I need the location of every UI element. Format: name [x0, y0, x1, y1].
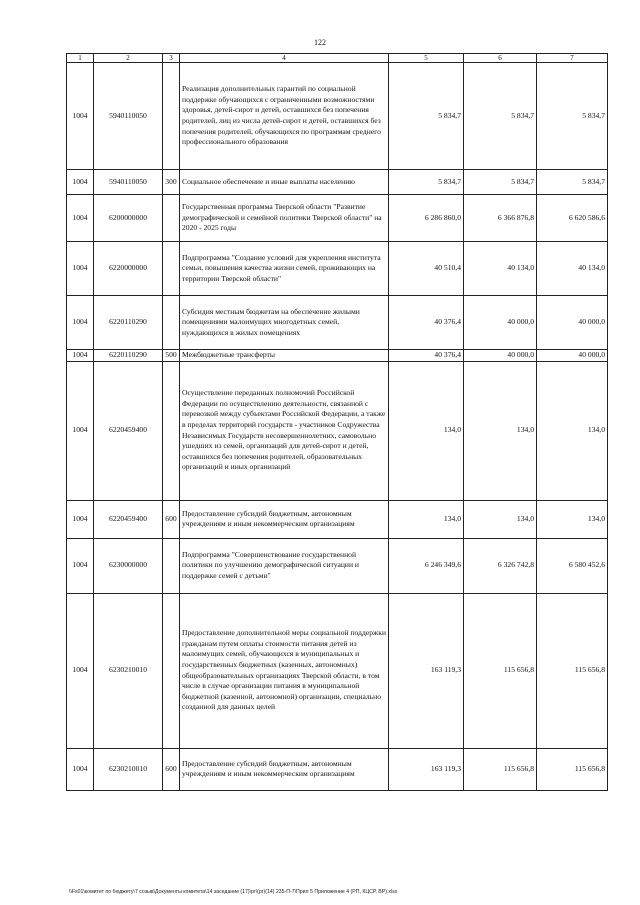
target-article-cell: 5940110050 [94, 63, 163, 170]
target-article-cell: 6220000000 [94, 242, 163, 296]
amount-cell-col5: 6 286 860,0 [389, 195, 464, 242]
amount-cell-col5: 134,0 [389, 500, 464, 538]
table-row [67, 242, 608, 296]
target-article-cell: 6230210010 [94, 593, 163, 748]
amount-cell-col6: 40 000,0 [464, 350, 537, 362]
amount-cell-col7: 115 656,8 [537, 593, 608, 748]
amount-cell-col7: 6 580 452,6 [537, 538, 608, 593]
target-article-cell: 6200000000 [94, 195, 163, 242]
description-cell: Подпрограмма "Совершенствование государственной политики по улучшению демографической ситуации и поддержке семей с детьми" [180, 538, 389, 593]
section-code-cell: 1004 [67, 195, 94, 242]
amount-cell-col7: 5 834,7 [537, 63, 608, 170]
page-number: 122 [314, 38, 326, 47]
header-cell: 2 [94, 54, 163, 63]
amount-cell-col5: 5 834,7 [389, 63, 464, 170]
expense-type-cell: 600 [163, 748, 180, 790]
amount-cell-col5: 6 246 349,6 [389, 538, 464, 593]
table-row [67, 296, 608, 350]
description-cell: Осуществление переданных полномочий Российской Федерации по осуществлению деятельности, связанной с перевозкой между субъектами Российской Федерации, а также в пределах территорий государств - участников Содружества Независимых Государств несовершеннолетних, самовольно ушедших из семей, организаций для детей-сирот и детей, оставшихся без попечения родителей, образовательных организаций и иных организаций [180, 361, 389, 500]
amount-cell-col7: 40 000,0 [537, 296, 608, 350]
expense-type-cell: 600 [163, 500, 180, 538]
header-cell: 5 [389, 54, 464, 63]
header-cell: 1 [67, 54, 94, 63]
section-code-cell: 1004 [67, 242, 94, 296]
section-code-cell: 1004 [67, 593, 94, 748]
expense-type-cell [163, 361, 180, 500]
budget-table [66, 53, 608, 791]
section-code-cell: 1004 [67, 296, 94, 350]
expense-type-cell: 500 [163, 350, 180, 362]
amount-cell-col7: 40 000,0 [537, 350, 608, 362]
section-code-cell: 1004 [67, 63, 94, 170]
amount-cell-col5: 40 510,4 [389, 242, 464, 296]
section-code-cell: 1004 [67, 170, 94, 195]
amount-cell-col6: 5 834,7 [464, 63, 537, 170]
amount-cell-col6: 6 366 876,8 [464, 195, 537, 242]
target-article-cell: 6220110290 [94, 296, 163, 350]
description-cell: Предоставление дополнительной меры социальной поддержки гражданам путем оплаты стоимости питания детей из малоимущих семей, обучающихся в муниципальных и государственных бюджетных (казенных, автономных) общеобразовательных организациях Тверской области, в том числе в случае организации питания в муниципальной бюджетной (казенной, автономной) организации, специально созданной для данных целей [180, 593, 389, 748]
table-row [67, 170, 608, 195]
expense-type-cell: 300 [163, 170, 180, 195]
expense-type-cell [163, 242, 180, 296]
section-code-cell: 1004 [67, 538, 94, 593]
amount-cell-col5: 40 376,4 [389, 296, 464, 350]
amount-cell-col5: 134,0 [389, 361, 464, 500]
amount-cell-col5: 163 119,3 [389, 748, 464, 790]
target-article-cell: 6220459400 [94, 361, 163, 500]
section-code-cell: 1004 [67, 350, 94, 362]
table-row [67, 593, 608, 748]
header-cell: 7 [537, 54, 608, 63]
target-article-cell: 6220459400 [94, 500, 163, 538]
description-cell: Предоставление субсидий бюджетным, автономным учреждениям и иным некоммерческим организациям [180, 748, 389, 790]
table-row [67, 350, 608, 362]
expense-type-cell [163, 63, 180, 170]
amount-cell-col7: 134,0 [537, 361, 608, 500]
header-cell: 3 [163, 54, 180, 63]
expense-type-cell [163, 593, 180, 748]
section-code-cell: 1004 [67, 361, 94, 500]
header-cell: 6 [464, 54, 537, 63]
amount-cell-col7: 115 656,8 [537, 748, 608, 790]
table-row [67, 63, 608, 170]
amount-cell-col6: 40 000,0 [464, 296, 537, 350]
amount-cell-col6: 134,0 [464, 500, 537, 538]
description-cell: Межбюджетные трансферты [180, 350, 389, 362]
target-article-cell: 6230000000 [94, 538, 163, 593]
amount-cell-col7: 40 134,0 [537, 242, 608, 296]
table-row [67, 361, 608, 500]
amount-cell-col6: 115 656,8 [464, 593, 537, 748]
header-cell: 4 [180, 54, 389, 63]
target-article-cell: 6220110290 [94, 350, 163, 362]
amount-cell-col7: 134,0 [537, 500, 608, 538]
description-cell: Социальное обеспечение и иные выплаты населению [180, 170, 389, 195]
table-row [67, 500, 608, 538]
amount-cell-col6: 115 656,8 [464, 748, 537, 790]
section-code-cell: 1004 [67, 748, 94, 790]
amount-cell-col5: 40 376,4 [389, 350, 464, 362]
table-row [67, 195, 608, 242]
description-cell: Подпрограмма "Создание условий для укрепления института семьи, повышения качества жизни семей, проживающих на территории Тверской области" [180, 242, 389, 296]
description-cell: Субсидия местным бюджетам на обеспечение жилыми помещениями малоимущих многодетных семей, нуждающихся в жилых помещениях [180, 296, 389, 350]
amount-cell-col6: 6 326 742,8 [464, 538, 537, 593]
target-article-cell: 5940110050 [94, 170, 163, 195]
amount-cell-col6: 134,0 [464, 361, 537, 500]
amount-cell-col5: 163 119,3 [389, 593, 464, 748]
expense-type-cell [163, 195, 180, 242]
amount-cell-col7: 6 620 586,6 [537, 195, 608, 242]
description-cell: Предоставление субсидий бюджетным, автономным учреждениям и иным некоммерческим организациям [180, 500, 389, 538]
amount-cell-col7: 5 834,7 [537, 170, 608, 195]
amount-cell-col5: 5 834,7 [389, 170, 464, 195]
expense-type-cell [163, 296, 180, 350]
file-path-footer: \\Fs01\комитет по бюджету\7 созыв\Документы комитета\14 заседание (17)\pr\(pr)(14) 235-П-7\Прил 5 Приложение 4 (РП, КЦСР, ВР).xlsx [69, 889, 398, 895]
description-cell: Реализация дополнительных гарантий по социальной поддержке обучающихся с ограниченными возможностями здоровья, детей-сирот и детей, оставшихся без попечения родителей, лиц из числа детей-сирот и детей, оставшихся без попечения родителей, обучающихся по программам среднего профессионального образования [180, 63, 389, 170]
description-cell: Государственная программа Тверской области "Развитие демографической и семейной политики Тверской области" на 2020 - 2025 годы [180, 195, 389, 242]
table-row [67, 748, 608, 790]
section-code-cell: 1004 [67, 500, 94, 538]
amount-cell-col6: 5 834,7 [464, 170, 537, 195]
amount-cell-col6: 40 134,0 [464, 242, 537, 296]
table-row [67, 538, 608, 593]
target-article-cell: 6230210010 [94, 748, 163, 790]
column-number-header-row [67, 54, 608, 63]
expense-type-cell [163, 538, 180, 593]
